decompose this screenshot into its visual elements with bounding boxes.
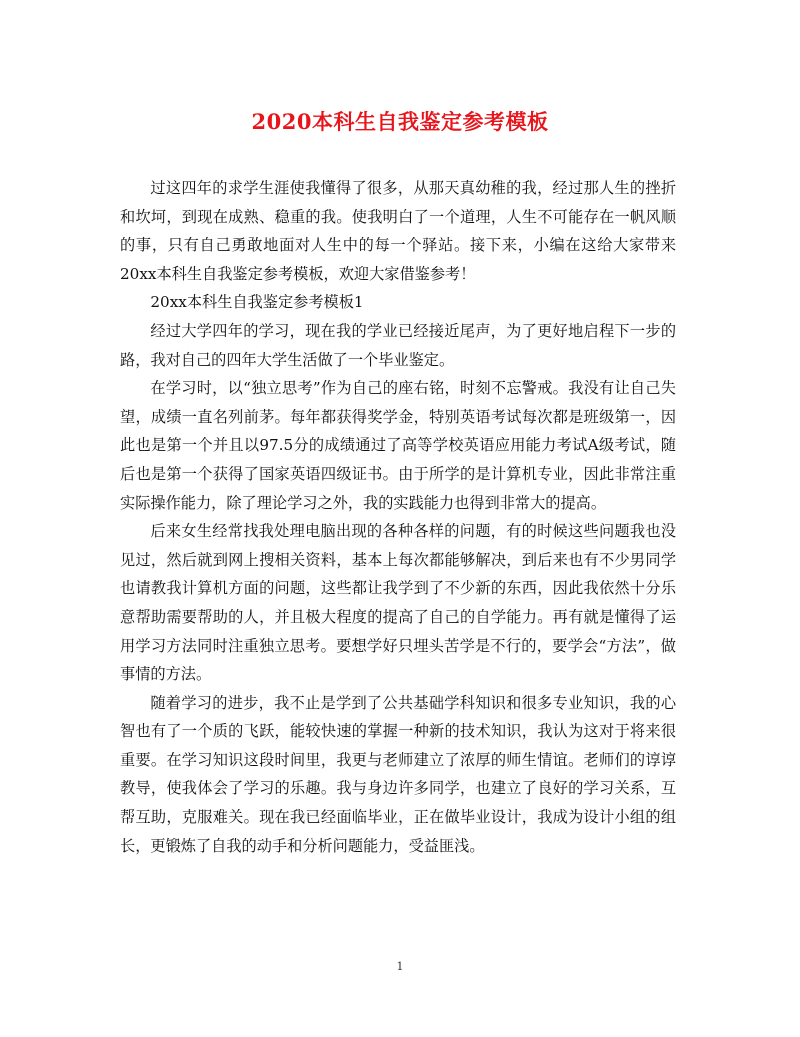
page-number: 1 <box>396 960 404 973</box>
section-heading: 20xx本科生自我鉴定参考模板1 <box>150 293 364 312</box>
document-body <box>120 174 676 860</box>
body-paragraph-4: 随着学习的进步，我不止是学到了公共基础学科知识和很多专业知识，我的心智也有了一个质的飞跃，能较快速的掌握一种新的技术知识，我认为这对于将来很重要。在学习知识这段时间里，我更与老师建立了浓厚的师生情谊。老师们的谆谆教导，使我体会了学习的乐趣。我与身边许多同学，也建立了良好的学习关系，互帮互助，克服难关。现在我已经面临毕业，正在做毕业设计，我成为设计小组的组长，更锻炼了自我的动手和分析问题能力，受益匪浅。 <box>120 693 676 855</box>
body-paragraph-3: 后来女生经常找我处理电脑出现的各种各样的问题，有的时候这些问题我也没见过，然后就到网上搜相关资料，基本上每次都能够解决，到后来也有不少男同学也请教我计算机方面的问题，这些都让我学到了不少新的东西，因此我依然十分乐意帮助需要帮助的人，并且极大程度的提高了自己的自学能力。再有就是懂得了运用学习方法同时注重独立思考。要想学好只埋头苦学是不行的，要学会“方法”，做事情的方法。 <box>120 522 676 684</box>
body-paragraph-1: 经过大学四年的学习，现在我的学业已经接近尾声，为了更好地启程下一步的路，我对自己的四年大学生活做了一个毕业鉴定。 <box>120 321 676 369</box>
intro-paragraph: 过这四年的求学生涯使我懂得了很多，从那天真幼稚的我，经过那人生的挫折和坎坷，到现在成熟、稳重的我。使我明白了一个道理，人生不可能存在一帆风顺的事，只有自己勇敢地面对人生中的每一个驿站。接下来，小编在这给大家带来20xx本科生自我鉴定参考模板，欢迎大家借鉴参考！ <box>120 179 676 283</box>
body-paragraph-2: 在学习时，以“独立思考”作为自己的座右铭，时刻不忘警戒。我没有让自己失望，成绩一直名列前茅。每年都获得奖学金，特别英语考试每次都是班级第一，因此也是第一个并且以97.5分的成绩通过了高等学校英语应用能力考试A级考试，随后也是第一个获得了国家英语四级证书。由于所学的是计算机专业，因此非常注重实际操作能力，除了理论学习之外，我的实践能力也得到非常大的提高。 <box>120 379 676 512</box>
page-title: 2020本科生自我鉴定参考模板 <box>251 109 549 134</box>
